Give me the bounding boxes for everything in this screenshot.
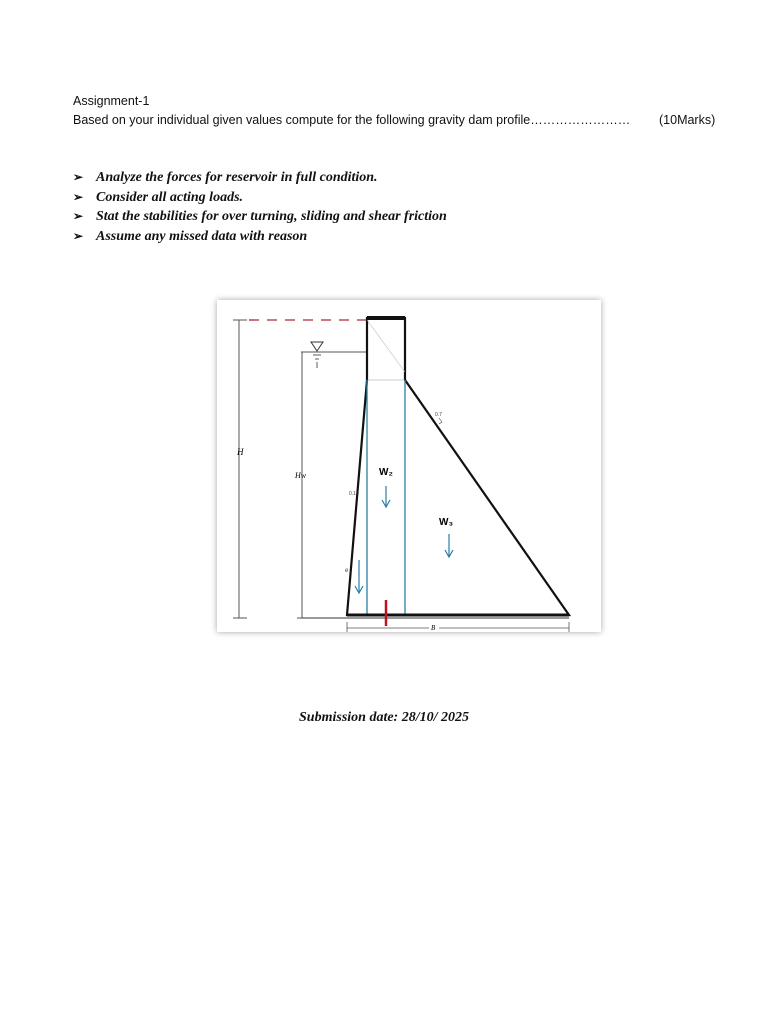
right-arrowhead-icon: ➢ (73, 209, 84, 223)
dam-profile-diagram (217, 300, 601, 632)
height-label: H (237, 447, 244, 457)
dam-profile-figure (217, 300, 601, 632)
right-arrowhead-icon: ➢ (73, 228, 84, 243)
right-arrowhead-icon: ➢ (73, 170, 84, 184)
task-text: Analyze the forces for reservoir in full condition. (96, 170, 378, 185)
water-height-label: Hw (295, 471, 307, 480)
assignment-instructions: Based on your individual given values compute for the following gravity dam profile…………………… (73, 113, 631, 127)
task-item (73, 168, 447, 188)
weight-w1-arrow (355, 560, 363, 593)
weight-w3-arrow (445, 534, 453, 557)
weight-w3-label: W₃ (439, 517, 454, 528)
task-text: Consider all acting loads. (96, 189, 244, 205)
svg-text:0.1: 0.1 (349, 491, 356, 497)
svg-text:0.7: 0.7 (435, 412, 442, 418)
task-item (73, 227, 447, 247)
base-label: B (431, 624, 436, 632)
right-arrowhead-icon: ➢ (73, 189, 84, 204)
task-text: Assume any missed data with reason (96, 228, 308, 244)
submission-date: Submission date: 28/10/ 2025 (299, 710, 469, 725)
weight-w2-arrow (382, 486, 390, 507)
water-level-triangle-icon (311, 342, 323, 368)
task-text: Stat the stabilities for over turning, sliding and shear friction (96, 209, 447, 224)
task-list (73, 168, 447, 246)
marks-label: (10Marks) (659, 113, 716, 127)
task-item (73, 188, 447, 208)
assignment-title: Assignment-1 (73, 94, 150, 108)
task-item (73, 207, 447, 227)
svg-text:e: e (345, 568, 349, 574)
weight-w2-label: W₂ (379, 467, 393, 478)
